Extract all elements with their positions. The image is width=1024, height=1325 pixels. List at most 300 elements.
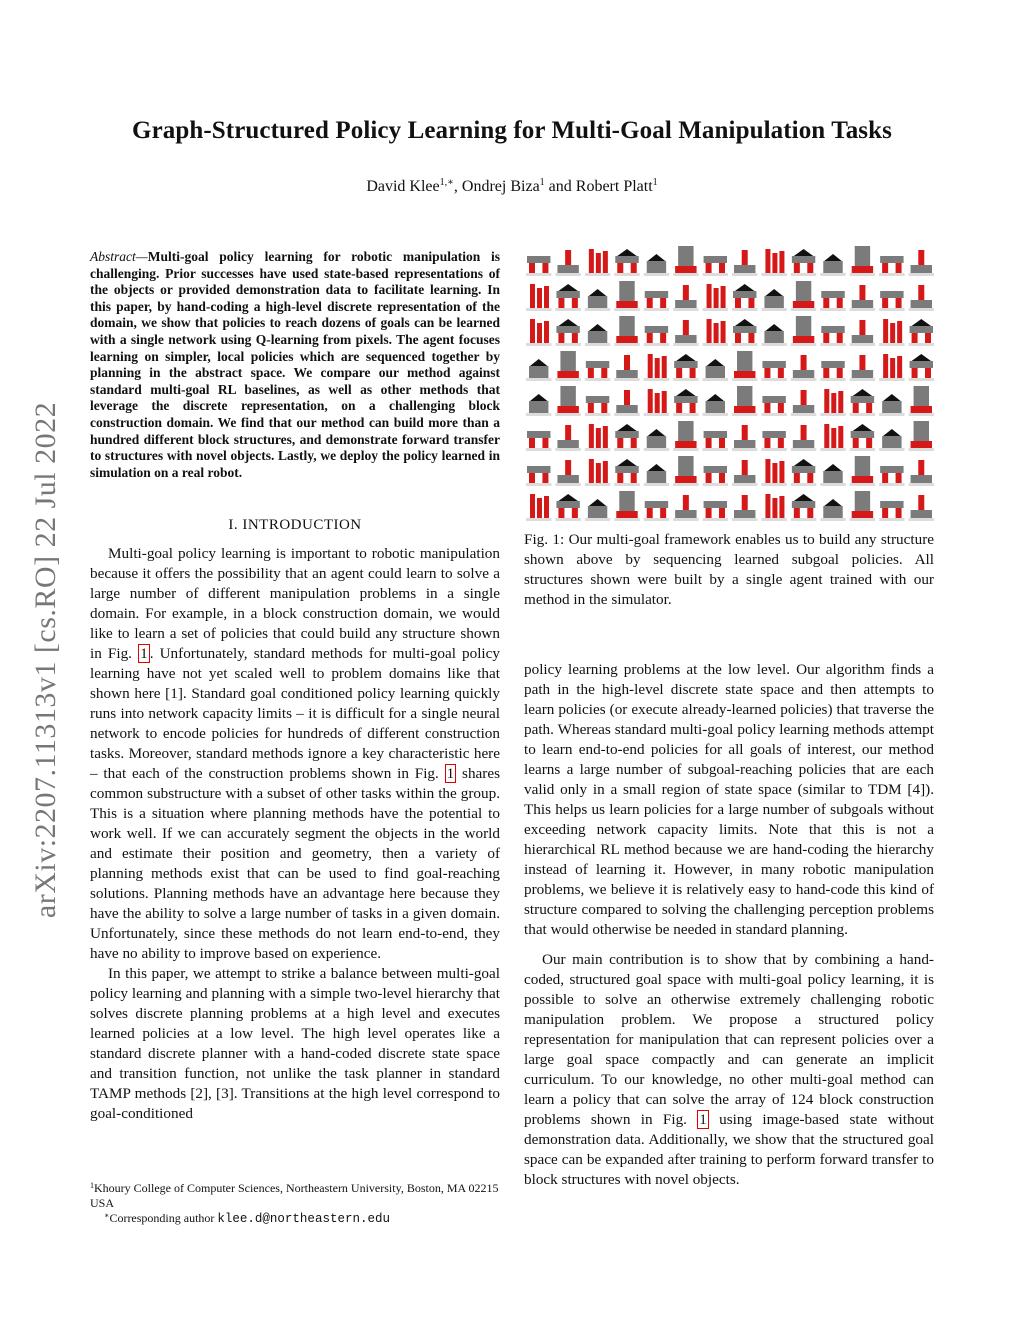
red-block <box>544 321 549 343</box>
gray-block <box>855 456 870 476</box>
red-block <box>859 285 865 300</box>
gray-block <box>615 431 638 438</box>
red-block <box>648 354 653 378</box>
ground-plate <box>820 448 845 451</box>
red-block <box>764 368 770 378</box>
ground-plate <box>879 518 904 521</box>
red-block <box>647 298 653 308</box>
section-heading <box>90 517 500 534</box>
ground-plate <box>614 308 639 311</box>
roof-block <box>794 459 813 466</box>
ground-plate <box>673 378 698 381</box>
red-block <box>537 288 542 308</box>
ground-plate <box>761 308 786 311</box>
red-block <box>912 333 918 343</box>
gray-block <box>764 331 783 343</box>
ground-plate <box>791 448 816 451</box>
roof-block <box>648 254 665 261</box>
gray-block <box>560 351 575 371</box>
gray-block <box>645 326 668 333</box>
ground-plate <box>879 413 904 416</box>
ground-plate <box>850 378 875 381</box>
author-name: David Klee <box>366 178 440 195</box>
red-block <box>544 286 549 308</box>
red-block <box>838 426 843 448</box>
ground-plate <box>614 378 639 381</box>
red-block <box>530 284 535 308</box>
red-block <box>866 403 872 413</box>
ground-plate <box>879 273 904 276</box>
red-block <box>596 253 601 273</box>
gray-block <box>586 361 609 368</box>
gray-block <box>588 296 607 308</box>
red-block <box>882 263 888 273</box>
gray-block <box>704 431 727 438</box>
red-block <box>897 356 902 378</box>
ground-plate <box>673 273 698 276</box>
red-block <box>765 249 770 273</box>
red-block <box>572 298 578 308</box>
gray-block <box>586 396 609 403</box>
red-block <box>537 323 542 343</box>
ground-plate <box>732 308 757 311</box>
roof-block <box>765 289 782 296</box>
ground-plate <box>585 413 610 416</box>
gray-block <box>851 396 874 403</box>
red-block <box>883 319 888 343</box>
red-block <box>542 263 548 273</box>
red-block <box>647 333 653 343</box>
red-block <box>675 266 696 273</box>
gray-block <box>619 316 634 336</box>
ground-plate <box>820 483 845 486</box>
red-block <box>765 494 770 518</box>
gray-block <box>645 291 668 298</box>
ground-plate <box>791 308 816 311</box>
gray-block <box>823 506 842 518</box>
gray-block <box>793 440 814 448</box>
gray-block <box>733 326 756 333</box>
red-block <box>617 438 623 448</box>
red-block <box>793 301 814 308</box>
red-block <box>565 250 571 265</box>
red-block <box>648 389 653 413</box>
arxiv-sidebar <box>26 360 66 960</box>
gray-block <box>821 291 844 298</box>
ground-plate <box>850 273 875 276</box>
red-block <box>896 473 902 483</box>
roof-block <box>853 424 872 431</box>
red-block <box>779 461 784 483</box>
red-block <box>778 368 784 378</box>
gray-block <box>556 501 579 508</box>
ground-plate <box>585 483 610 486</box>
red-block <box>824 389 829 413</box>
gray-block <box>619 281 634 301</box>
red-block <box>772 463 777 483</box>
red-block <box>530 319 535 343</box>
gray-block <box>914 421 929 441</box>
roof-block <box>824 254 841 261</box>
gray-block <box>851 431 874 438</box>
ground-plate <box>850 518 875 521</box>
roof-block <box>530 394 547 401</box>
red-block <box>544 496 549 518</box>
ground-plate <box>820 308 845 311</box>
red-block <box>596 463 601 483</box>
red-block <box>706 508 712 518</box>
ground-plate <box>732 413 757 416</box>
ground-plate <box>791 518 816 521</box>
ground-plate <box>820 343 845 346</box>
ground-plate <box>644 518 669 521</box>
gray-block <box>616 405 637 413</box>
ground-plate <box>673 308 698 311</box>
ground-plate <box>850 308 875 311</box>
ground-plate <box>732 343 757 346</box>
gray-block <box>675 510 696 518</box>
red-block <box>714 288 719 308</box>
red-block <box>647 508 653 518</box>
red-block <box>831 428 836 448</box>
ground-plate <box>791 378 816 381</box>
author-name: Robert Platt <box>575 178 653 195</box>
gray-block <box>734 510 755 518</box>
red-block <box>624 390 630 405</box>
red-block <box>529 438 535 448</box>
gray-block <box>737 386 752 406</box>
red-block <box>601 368 607 378</box>
red-block <box>655 358 660 378</box>
gray-block <box>852 300 873 308</box>
ground-plate <box>791 343 816 346</box>
roof-block <box>794 249 813 256</box>
red-block <box>794 473 800 483</box>
red-block <box>742 460 748 475</box>
gray-block <box>855 491 870 511</box>
gray-block <box>880 501 903 508</box>
red-block <box>824 424 829 448</box>
roof-block <box>883 394 900 401</box>
gray-block <box>796 281 811 301</box>
red-block <box>918 460 924 475</box>
roof-block <box>648 464 665 471</box>
figure-caption: Fig. 1: Our multi-goal framework enables us to build any structure shown above by sequencing learned subgoal policies. All structures shown were built by a single agent trained with our method in the simulator. <box>524 531 934 608</box>
intro-text-run: Multi-goal policy learning is important to robotic manipulation because it offers the possibility that an agent could learn to solve a large number of different manipulation problems in a single domain. For example, in a block construction domain, we would like to learn a set of policies that could build any structure shown in Fig. <box>90 545 500 662</box>
roof-block <box>824 499 841 506</box>
roof-block <box>530 359 547 366</box>
red-block <box>676 368 682 378</box>
red-block <box>831 393 836 413</box>
gray-block <box>911 475 932 483</box>
gray-block <box>556 326 579 333</box>
red-block <box>690 368 696 378</box>
ground-plate <box>526 413 551 416</box>
gray-block <box>762 361 785 368</box>
gray-block <box>647 436 666 448</box>
red-block <box>588 368 594 378</box>
red-block <box>624 355 630 370</box>
ground-plate <box>761 273 786 276</box>
figure-reference-link[interactable]: 1 <box>446 765 455 782</box>
red-block <box>596 428 601 448</box>
gray-block <box>647 471 666 483</box>
gray-block <box>792 466 815 473</box>
ground-plate <box>909 518 934 521</box>
gray-block <box>880 466 903 473</box>
red-block <box>714 323 719 343</box>
ground-plate <box>614 518 639 521</box>
red-block <box>793 336 814 343</box>
intro-paragraph <box>90 544 500 964</box>
ground-plate <box>644 273 669 276</box>
gray-block <box>675 300 696 308</box>
red-block <box>675 441 696 448</box>
ground-plate <box>909 308 934 311</box>
roof-block <box>617 249 636 256</box>
red-block <box>558 298 564 308</box>
roof-block <box>558 284 577 291</box>
ground-plate <box>879 378 904 381</box>
ground-plate <box>673 413 698 416</box>
red-block <box>859 320 865 335</box>
red-block <box>706 438 712 448</box>
red-block <box>837 368 843 378</box>
red-block <box>617 263 623 273</box>
gray-block <box>706 401 725 413</box>
gray-block <box>527 466 550 473</box>
roof-block <box>853 389 872 396</box>
red-block <box>742 495 748 510</box>
red-block <box>735 298 741 308</box>
ground-plate <box>703 483 728 486</box>
gray-block <box>527 431 550 438</box>
abstract-label: Abstract <box>90 249 136 264</box>
gray-block <box>855 246 870 266</box>
author-affil-mark: 1 <box>539 177 545 188</box>
gray-block <box>737 351 752 371</box>
figure-reference-link[interactable]: 1 <box>699 1111 707 1128</box>
red-block <box>859 355 865 370</box>
ground-plate <box>614 483 639 486</box>
roof-block <box>648 429 665 436</box>
ground-plate <box>644 308 669 311</box>
ground-plate <box>703 518 728 521</box>
ground-plate <box>555 273 580 276</box>
gray-block <box>911 300 932 308</box>
ground-plate <box>850 483 875 486</box>
gray-block <box>647 261 666 273</box>
red-block <box>572 508 578 518</box>
body-paragraph <box>524 950 934 1190</box>
ground-plate <box>820 378 845 381</box>
block-structures-figure <box>524 243 936 523</box>
body-text-run: using image-based state without demonstration data. Additionally, we show that the structured goal space can be expanded after training to perform forward transfer to block structures with novel objects. <box>524 1111 934 1188</box>
gray-block <box>556 291 579 298</box>
roof-block <box>765 324 782 331</box>
gray-block <box>704 256 727 263</box>
red-block <box>706 473 712 483</box>
ground-plate <box>879 343 904 346</box>
gray-block <box>674 361 697 368</box>
roof-block <box>824 464 841 471</box>
ground-plate <box>614 343 639 346</box>
red-block <box>683 320 689 335</box>
abstract: Abstract—Multi-goal policy learning for robotic manipulation is challenging. Prior successes have used state-based representations of the objects or provided demonstration data to facilitate learning. In this paper, by hand-coding a high-level discrete representation of the domain, we show that policies to reach dozens of goals can be learned with a single network using Q-learning from pixels. The agent focuses learning on simpler, local policies which are sequenced together by planning in the abstract space. We compare our method against standard multi-goal RL baselines, as well as other methods that leverage the discrete representation, on a challenging block construction domain. We find that our method can build more than a hundred different block structures, and demonstrate forward transfer to structures with novel objects. Lastly, we deploy the policy learned in simulation on a real robot. <box>90 249 500 480</box>
red-block <box>794 263 800 273</box>
red-block <box>660 508 666 518</box>
red-block <box>882 473 888 483</box>
red-block <box>772 498 777 518</box>
gray-block <box>880 256 903 263</box>
roof-block <box>735 319 754 326</box>
red-block <box>925 368 931 378</box>
roof-block <box>676 354 695 361</box>
roof-block <box>912 319 931 326</box>
ground-plate <box>526 343 551 346</box>
red-block <box>660 298 666 308</box>
gray-block <box>793 370 814 378</box>
red-block <box>883 354 888 378</box>
ground-plate <box>761 483 786 486</box>
red-block <box>735 333 741 343</box>
red-block <box>662 356 667 378</box>
red-block <box>589 424 594 448</box>
red-block <box>588 403 594 413</box>
red-block <box>890 358 895 378</box>
body-paragraph: policy learning problems at the low level. Our algorithm finds a path in the high-level discrete state space and then attempts to learn policies (or execute already-learned policies) that traverse the path. Whereas standard multi-goal policy learning methods attempt to learn end-to-end policies for all goals of interest, our method learns a large number of subgoal-reaching policies that are each valid only in a small region of state space (similar to TDM [4]). This helps us learn policies for a large number of subgoals without exceeding network capacity limits. Note that this is not a hierarchical RL method because we are hand-coding the hierarchy instead of learning it. However, in many robotic manipulation problems, we believe it is relatively easy to hand-code this kind of structure compared to solving the challenging perception problems that would otherwise be needed in standard planning. <box>524 661 934 938</box>
roof-block <box>676 389 695 396</box>
gray-block <box>792 256 815 263</box>
section-heading-text: I. INTRODUCTION <box>228 517 362 533</box>
ground-plate <box>644 448 669 451</box>
ground-plate <box>703 273 728 276</box>
ground-plate <box>879 483 904 486</box>
red-block <box>707 319 712 343</box>
red-block <box>616 336 637 343</box>
red-block <box>558 333 564 343</box>
ground-plate <box>526 483 551 486</box>
gray-block <box>616 370 637 378</box>
author-line <box>0 178 1024 196</box>
red-block <box>823 298 829 308</box>
red-block <box>557 406 578 413</box>
gray-block <box>733 291 756 298</box>
figure-reference-link[interactable]: 1 <box>140 645 148 662</box>
red-block <box>719 473 725 483</box>
corresponding-email: klee.d@northeastern.edu <box>217 1212 390 1226</box>
red-block <box>778 403 784 413</box>
red-block <box>601 403 607 413</box>
red-block <box>707 284 712 308</box>
gray-block <box>704 466 727 473</box>
red-block <box>882 508 888 518</box>
author-affil-mark: 1,∗ <box>439 177 454 188</box>
ground-plate <box>673 448 698 451</box>
ground-plate <box>585 273 610 276</box>
red-block <box>631 263 637 273</box>
gray-block <box>764 296 783 308</box>
roof-block <box>883 429 900 436</box>
red-block <box>896 508 902 518</box>
red-block <box>896 263 902 273</box>
red-block <box>742 425 748 440</box>
ground-plate <box>761 343 786 346</box>
right-column-text <box>524 660 934 1190</box>
red-block <box>706 263 712 273</box>
red-block <box>794 508 800 518</box>
ground-plate <box>732 273 757 276</box>
ground-plate <box>703 448 728 451</box>
gray-block <box>706 366 725 378</box>
gray-block <box>734 440 755 448</box>
ground-plate <box>614 448 639 451</box>
ground-plate <box>526 308 551 311</box>
gray-block <box>704 501 727 508</box>
roof-block <box>617 424 636 431</box>
gray-block <box>914 386 929 406</box>
red-block <box>823 333 829 343</box>
red-block <box>852 266 873 273</box>
gray-block <box>557 265 578 273</box>
red-block <box>655 393 660 413</box>
author-affil-mark: 1 <box>652 177 658 188</box>
gray-block <box>852 370 873 378</box>
red-block <box>807 263 813 273</box>
roof-block <box>735 284 754 291</box>
ground-plate <box>703 413 728 416</box>
red-block <box>764 403 770 413</box>
red-block <box>589 249 594 273</box>
gray-block <box>910 361 933 368</box>
roof-block <box>707 394 724 401</box>
roof-block <box>558 319 577 326</box>
gray-block <box>615 256 638 263</box>
red-block <box>918 495 924 510</box>
ground-plate <box>761 518 786 521</box>
footnote-mark: ∗ <box>104 1211 110 1220</box>
ground-plate <box>644 378 669 381</box>
ground-plate <box>761 448 786 451</box>
ground-plate <box>820 273 845 276</box>
ground-plate <box>703 343 728 346</box>
ground-plate <box>732 483 757 486</box>
red-block <box>565 425 571 440</box>
red-block <box>616 301 637 308</box>
ground-plate <box>850 448 875 451</box>
red-block <box>690 403 696 413</box>
gray-block <box>615 466 638 473</box>
red-block <box>853 438 859 448</box>
red-block <box>807 473 813 483</box>
red-block <box>734 406 755 413</box>
roof-block <box>589 499 606 506</box>
ground-plate <box>732 378 757 381</box>
ground-plate <box>526 273 551 276</box>
ground-plate <box>820 413 845 416</box>
ground-plate <box>909 413 934 416</box>
red-block <box>764 438 770 448</box>
ground-plate <box>614 413 639 416</box>
red-block <box>675 476 696 483</box>
paper-title: Graph-Structured Policy Learning for Multi-Goal Manipulation Tasks <box>132 117 892 144</box>
gray-block <box>675 335 696 343</box>
ground-plate <box>526 448 551 451</box>
red-block <box>565 460 571 475</box>
red-block <box>603 251 608 273</box>
red-block <box>852 476 873 483</box>
ground-plate <box>555 413 580 416</box>
